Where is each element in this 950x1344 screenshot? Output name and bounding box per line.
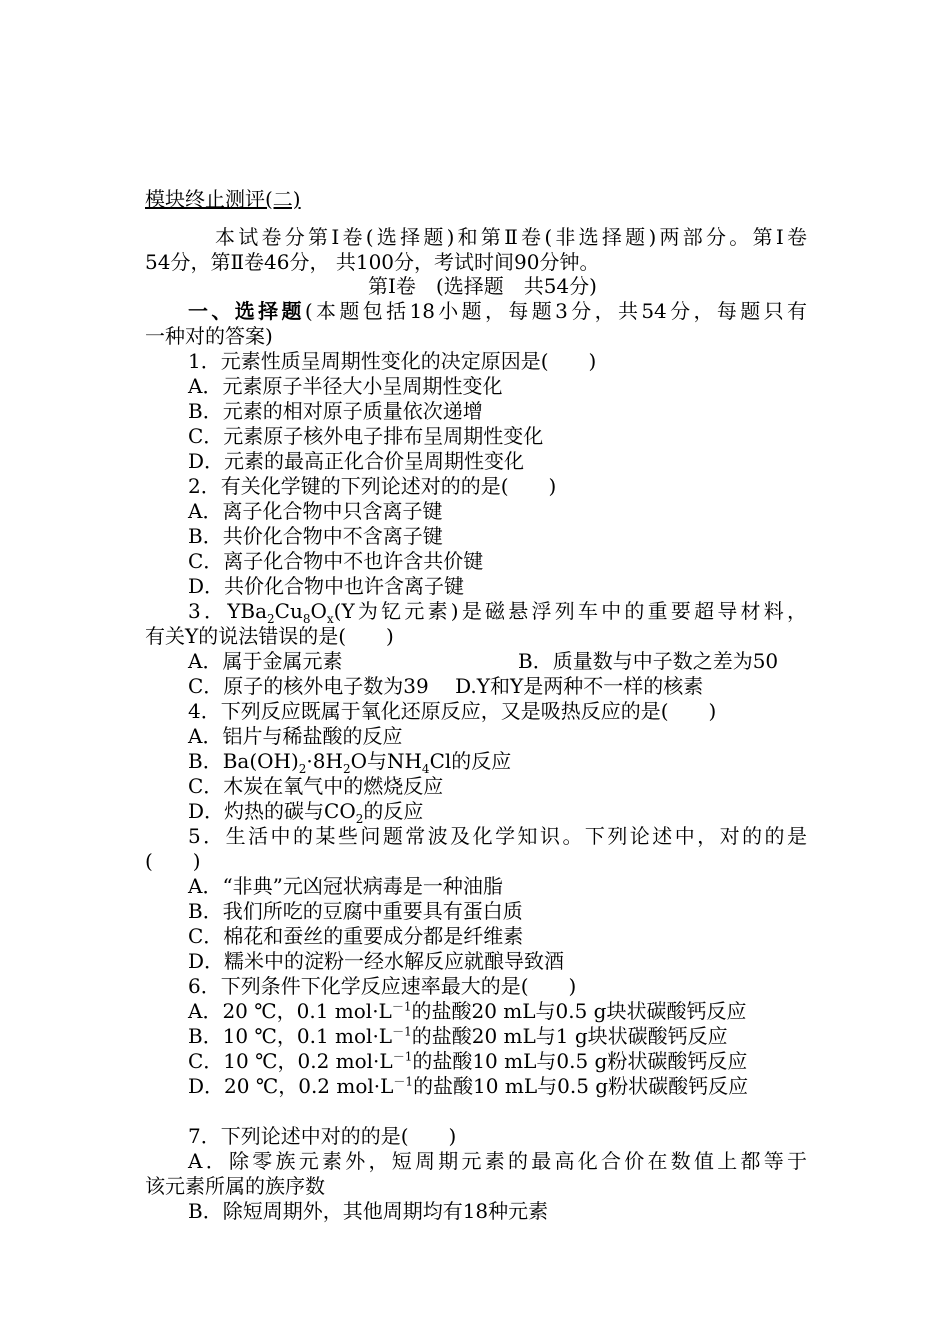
- formula-part: Cu: [274, 599, 303, 623]
- formula-part: O: [310, 599, 327, 623]
- subscript: 8: [302, 612, 311, 626]
- option-text: O与NH: [350, 749, 422, 773]
- question-number: 3．: [188, 599, 228, 623]
- question-3-option-b: B．质量数与中子数之差为50: [518, 649, 779, 673]
- question-1-option-c: C．元素原子核外电子排布呈周期性变化: [188, 424, 544, 448]
- question-1-stem: 1．元素性质呈周期性变化的决定原因是( ): [188, 349, 597, 373]
- part-heading: 第Ⅰ卷 (选择题 共54分): [368, 274, 597, 298]
- question-4-option-c: C．木炭在氧气中的燃烧反应: [188, 774, 444, 798]
- question-3-stem: [188, 599, 807, 624]
- section-desc: (本题包括18小题，每题3分，共54分，每题只有: [304, 299, 807, 323]
- subscript: 4: [421, 762, 430, 776]
- subscript: 2: [355, 812, 364, 826]
- option-text: B．Ba(OH): [188, 749, 299, 773]
- option-text: 的盐酸20 mL与0.5 g块状碳酸钙反应: [411, 999, 747, 1023]
- question-2-option-c: C．离子化合物中不也许含共价键: [188, 549, 484, 573]
- option-text: D．20 ℃，0.2 mol·L: [188, 1074, 394, 1098]
- option-text: A．20 ℃，0.1 mol·L: [188, 999, 392, 1023]
- section-desc-2: 一种对的答案): [145, 324, 273, 348]
- option-text: C．10 ℃，0.2 mol·L: [188, 1049, 393, 1073]
- question-2-option-b: B．共价化合物中不含离子键: [188, 524, 443, 548]
- subscript: 2: [342, 762, 351, 776]
- option-text: B．10 ℃，0.1 mol·L: [188, 1024, 393, 1048]
- question-2-stem: 2．有关化学键的下列论述对的的是( ): [188, 474, 557, 498]
- superscript: －1: [392, 1049, 413, 1064]
- question-2-option-a: A．离子化合物中只含离子键: [188, 499, 443, 523]
- question-5-option-c: C．棉花和蚕丝的重要成分都是纤维素: [188, 924, 524, 948]
- option-text: Cl的反应: [429, 749, 512, 773]
- chemical-formula: [227, 599, 334, 626]
- superscript: －1: [393, 1074, 414, 1089]
- superscript: －1: [392, 1024, 412, 1039]
- option-text: ·8H: [306, 749, 343, 773]
- question-3-stem-2: 有关Y的说法错误的是( ): [145, 624, 394, 648]
- question-5-stem: 5．生活中的某些问题常波及化学知识。下列论述中，对的的是: [188, 824, 807, 848]
- question-5-option-d: D．糯米中的淀粉一经水解反应就酿导致酒: [188, 949, 565, 973]
- question-6-stem: 6．下列条件下化学反应速率最大的是( ): [188, 974, 577, 998]
- question-1-option-b: B．元素的相对原子质量依次递增: [188, 399, 483, 423]
- question-1-option-d: D．元素的最高正化合价呈周期性变化: [188, 449, 525, 473]
- question-4-option-b: [188, 749, 511, 774]
- question-6-option-c: [188, 1049, 747, 1074]
- option-text: 的盐酸10 mL与0.5 g粉状碳酸钙反应: [412, 1049, 748, 1073]
- question-5-option-a: A．“非典”元凶冠状病毒是一种油脂: [188, 874, 503, 898]
- question-7-stem: 7．下列论述中对的的是( ): [188, 1124, 457, 1148]
- question-4-option-a: A．铝片与稀盐酸的反应: [188, 724, 403, 748]
- question-5-option-b: B．我们所吃的豆腐中重要具有蛋白质: [188, 899, 523, 923]
- section-label: 一、选择题: [188, 299, 305, 323]
- intro-line-1: 本试卷分第Ⅰ卷(选择题)和第Ⅱ卷(非选择题)两部分。第Ⅰ卷: [215, 225, 807, 249]
- question-1-option-a: A．元素原子半径大小呈周期性变化: [188, 374, 503, 398]
- option-text: 的盐酸10 mL与0.5 g粉状碳酸钙反应: [413, 1074, 749, 1098]
- subscript: 2: [267, 612, 275, 626]
- section-heading: [188, 299, 807, 324]
- question-3-option-a: A．属于金属元素: [188, 649, 343, 673]
- superscript: －1: [391, 999, 412, 1014]
- question-4-option-d: [188, 799, 423, 824]
- option-text: D．灼热的碳与CO: [188, 799, 356, 823]
- option-text: 的盐酸20 mL与1 g块状碳酸钙反应: [411, 1024, 728, 1048]
- question-3-options-cd: C．原子的核外电子数为39 D.Y和Y是两种不一样的核素: [188, 674, 704, 698]
- question-6-option-d: [188, 1074, 748, 1099]
- question-4-stem: 4．下列反应既属于氧化还原反应，又是吸热反应的是( ): [188, 699, 717, 723]
- page-title: 模块终止测评(二): [145, 187, 301, 211]
- stem-text: (Y为钇元素)是磁悬浮列车中的重要超导材料，: [333, 599, 807, 623]
- formula-part: YBa: [227, 599, 268, 623]
- intro-line-2: 54分，第Ⅱ卷46分， 共100分，考试时间90分钟。: [145, 250, 600, 274]
- question-3-options-ab: [188, 649, 808, 674]
- question-6-option-a: [188, 999, 747, 1024]
- question-5-stem-2: ( ): [145, 849, 201, 873]
- question-6-option-b: [188, 1024, 728, 1049]
- question-7-option-a-cont: 该元素所属的族序数: [145, 1174, 325, 1198]
- question-2-option-d: D．共价化合物中也许含离子键: [188, 574, 465, 598]
- question-7-option-a: A．除零族元素外，短周期元素的最高化合价在数值上都等于: [188, 1149, 807, 1173]
- subscript: x: [326, 612, 334, 626]
- option-text: 的反应: [363, 799, 424, 823]
- subscript: 2: [298, 762, 307, 776]
- question-7-option-b: B．除短周期外，其他周期均有18种元素: [188, 1199, 549, 1223]
